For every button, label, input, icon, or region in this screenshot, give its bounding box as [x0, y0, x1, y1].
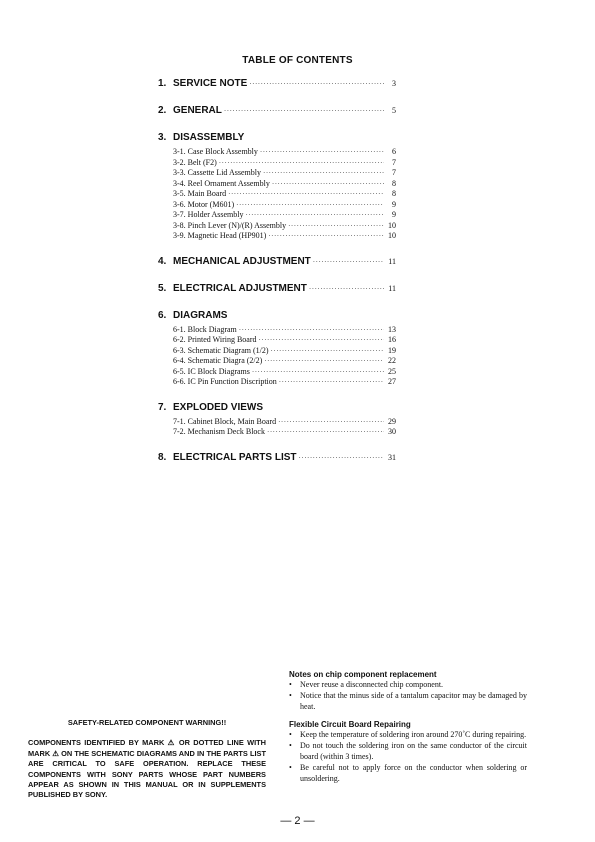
toc-dot-leader [267, 428, 384, 436]
toc-heading-page: 11 [388, 283, 396, 293]
toc-heading-number: 6. [158, 309, 167, 321]
toc-entry-page: 25 [388, 366, 396, 376]
toc-heading [158, 256, 396, 269]
toc-entry-label: 3-6. Motor (M601) [173, 199, 235, 209]
toc-heading [158, 105, 396, 118]
toc-heading-number: 8. [158, 451, 167, 463]
toc-entry [158, 417, 396, 428]
notes-item: • Be careful not to apply force on the conductor when soldering or unsoldering. [289, 763, 527, 784]
toc-dot-leader [249, 80, 384, 88]
toc-entry-label: 6-1. Block Diagram [173, 324, 237, 334]
toc-entry-page: 19 [388, 345, 396, 355]
toc-entry [158, 179, 396, 190]
toc-heading-number: 5. [158, 282, 167, 294]
toc-heading-number: 7. [158, 401, 167, 413]
toc-heading-number: 3. [158, 132, 167, 143]
toc-entry [158, 147, 396, 158]
toc-heading [158, 452, 396, 465]
toc-entry-label: 3-9. Magnetic Head (HP901) [173, 231, 267, 240]
toc-heading-page: 3 [392, 79, 396, 88]
toc-heading [158, 310, 396, 324]
toc-heading [158, 402, 396, 416]
toc-dot-leader [245, 211, 384, 219]
toc-section [158, 105, 396, 118]
toc-heading [158, 132, 396, 146]
notes-heading: Flexible Circuit Board Repairing [289, 720, 411, 730]
toc-heading-title: SERVICE NOTE [173, 78, 248, 89]
toc-entry [158, 325, 396, 336]
toc-heading-title: DISASSEMBLY [173, 132, 245, 143]
toc-entry-page: 9 [392, 199, 396, 209]
toc-dot-leader [288, 222, 384, 230]
toc-heading-page: 11 [388, 256, 396, 266]
toc-heading-number: 4. [158, 255, 167, 267]
toc-entry [158, 335, 396, 346]
toc-entry-page: 8 [392, 178, 396, 188]
toc-dot-leader [252, 368, 384, 376]
toc-entry-label: 3-3. Cassette Lid Assembly [173, 168, 261, 177]
toc-section [158, 402, 396, 438]
toc-heading-page: 5 [392, 106, 396, 115]
toc-entry [158, 221, 396, 232]
toc-entry [158, 356, 396, 367]
toc-entry-label: 3-1. Case Block Assembly [173, 147, 258, 156]
notes-heading: Notes on chip component replacement [289, 670, 437, 679]
toc-dot-leader [279, 378, 384, 386]
toc-dot-leader [219, 159, 384, 167]
toc-entry-page: 10 [388, 220, 396, 230]
toc-heading-number: 1. [158, 78, 167, 89]
toc-heading-title: ELECTRICAL ADJUSTMENT [173, 282, 307, 294]
toc-entry-label: 3-5. Main Board [173, 189, 227, 198]
toc-dot-leader [278, 418, 384, 426]
safety-warning [28, 718, 266, 801]
toc-section [158, 256, 396, 269]
toc-dot-leader [259, 336, 384, 344]
notes-item: • Do not touch the soldering iron on the same conductor of the circuit board (within 3 times). [289, 741, 527, 762]
toc-entry-page: 10 [388, 231, 396, 240]
toc-dot-leader [272, 180, 384, 188]
toc-entry-label: 6-5. IC Block Diagrams [173, 366, 250, 376]
toc-entry [158, 168, 396, 179]
toc-heading-title: EXPLODED VIEWS [173, 401, 264, 413]
toc-entry-page: 22 [388, 356, 396, 365]
notes-list [289, 680, 527, 712]
toc-heading-title: MECHANICAL ADJUSTMENT [173, 255, 311, 267]
toc-entry [158, 210, 396, 221]
toc-entry-page: 9 [392, 210, 396, 219]
service-notes [289, 670, 527, 792]
toc-heading [158, 78, 396, 91]
notes-item: • Keep the temperature of soldering iron around 270˚C during repairing. [289, 730, 527, 741]
toc-dot-leader [264, 357, 384, 365]
toc-section [158, 132, 396, 242]
toc-dot-leader [224, 107, 384, 115]
toc-dot-leader [236, 201, 384, 209]
toc-entry [158, 158, 396, 169]
toc-entry [158, 346, 396, 357]
table-of-contents [158, 78, 396, 465]
toc-entry-page: 8 [392, 189, 396, 198]
toc-heading-title: ELECTRICAL PARTS LIST [173, 451, 297, 463]
toc-dot-leader [309, 285, 384, 293]
toc-entry [158, 189, 396, 200]
toc-entry-page: 16 [388, 335, 396, 344]
toc-entry-label: 6-3. Schematic Diagram (1/2) [173, 345, 269, 355]
toc-dot-leader [271, 347, 384, 355]
toc-entry-page: 29 [388, 416, 396, 426]
notes-item: • Notice that the minus side of a tantalum capacitor may be damaged by heat. [289, 691, 527, 712]
toc-entry-label: 6-2. Printed Wiring Board [173, 335, 257, 344]
toc-section [158, 78, 396, 91]
toc-dot-leader [313, 258, 384, 266]
toc-entry-label: 6-4. Schematic Diagra (2/2) [173, 356, 263, 365]
notes-item: • Never reuse a disconnected chip component. [289, 680, 527, 691]
page-number: — 2 — [280, 815, 315, 827]
toc-dot-leader [228, 190, 384, 198]
toc-entry-page: 7 [392, 157, 396, 167]
toc-entry-label: 6-6. IC Pin Function Discription [173, 377, 277, 386]
safety-warning-title: SAFETY-RELATED COMPONENT WARNING!! [67, 718, 227, 727]
toc-section [158, 283, 396, 296]
toc-dot-leader [260, 148, 384, 156]
safety-warning-body: COMPONENTS IDENTIFIED BY MARK ⚠ OR DOTTED LINE WITH MARK ⚠ ON THE SCHEMATIC DIAGRAMS AND IN THE PARTS LIST ARE CRITICAL TO SAFE OPERATION. REPLACE THESE COMPONENTS WITH SONY PARTS WHOSE PART NUMBERS APPEAR AS SHOWN IN THIS MANUAL OR IN SUPPLEMENTS PUBLISHED BY SONY. [28, 738, 266, 800]
toc-entry [158, 367, 396, 378]
toc-entry-label: 3-7. Holder Assembly [173, 210, 244, 219]
toc-section [158, 310, 396, 388]
toc-dot-leader [263, 169, 384, 177]
toc-entry [158, 427, 396, 438]
toc-entry-page: 6 [392, 147, 396, 156]
toc-entry [158, 200, 396, 211]
toc-heading-page: 31 [388, 452, 396, 462]
toc-entry-page: 27 [388, 377, 396, 386]
toc-heading-title: DIAGRAMS [173, 309, 228, 321]
notes-list [289, 730, 527, 784]
toc-heading-title: GENERAL [173, 105, 222, 116]
toc-dot-leader [239, 326, 384, 334]
toc-entry-page: 30 [388, 427, 396, 436]
toc-section [158, 452, 396, 465]
toc-entry [158, 231, 396, 242]
toc-entry-label: 3-8. Pinch Lever (N)/(R) Assembly [173, 220, 287, 230]
toc-entry-page: 7 [392, 168, 396, 177]
toc-entry-label: 7-1. Cabinet Block, Main Board [173, 416, 277, 426]
page-title: TABLE OF CONTENTS [242, 55, 353, 66]
toc-entry-label: 3-2. Belt (F2) [173, 157, 217, 167]
toc-heading [158, 283, 396, 296]
toc-entry-label: 3-4. Reel Ornament Assembly [173, 178, 270, 188]
toc-entry-page: 13 [388, 324, 396, 334]
toc-dot-leader [268, 232, 384, 240]
toc-entry [158, 377, 396, 388]
toc-dot-leader [299, 454, 384, 462]
toc-heading-number: 2. [158, 105, 167, 116]
toc-entry-label: 7-2. Mechanism Deck Block [173, 427, 265, 436]
